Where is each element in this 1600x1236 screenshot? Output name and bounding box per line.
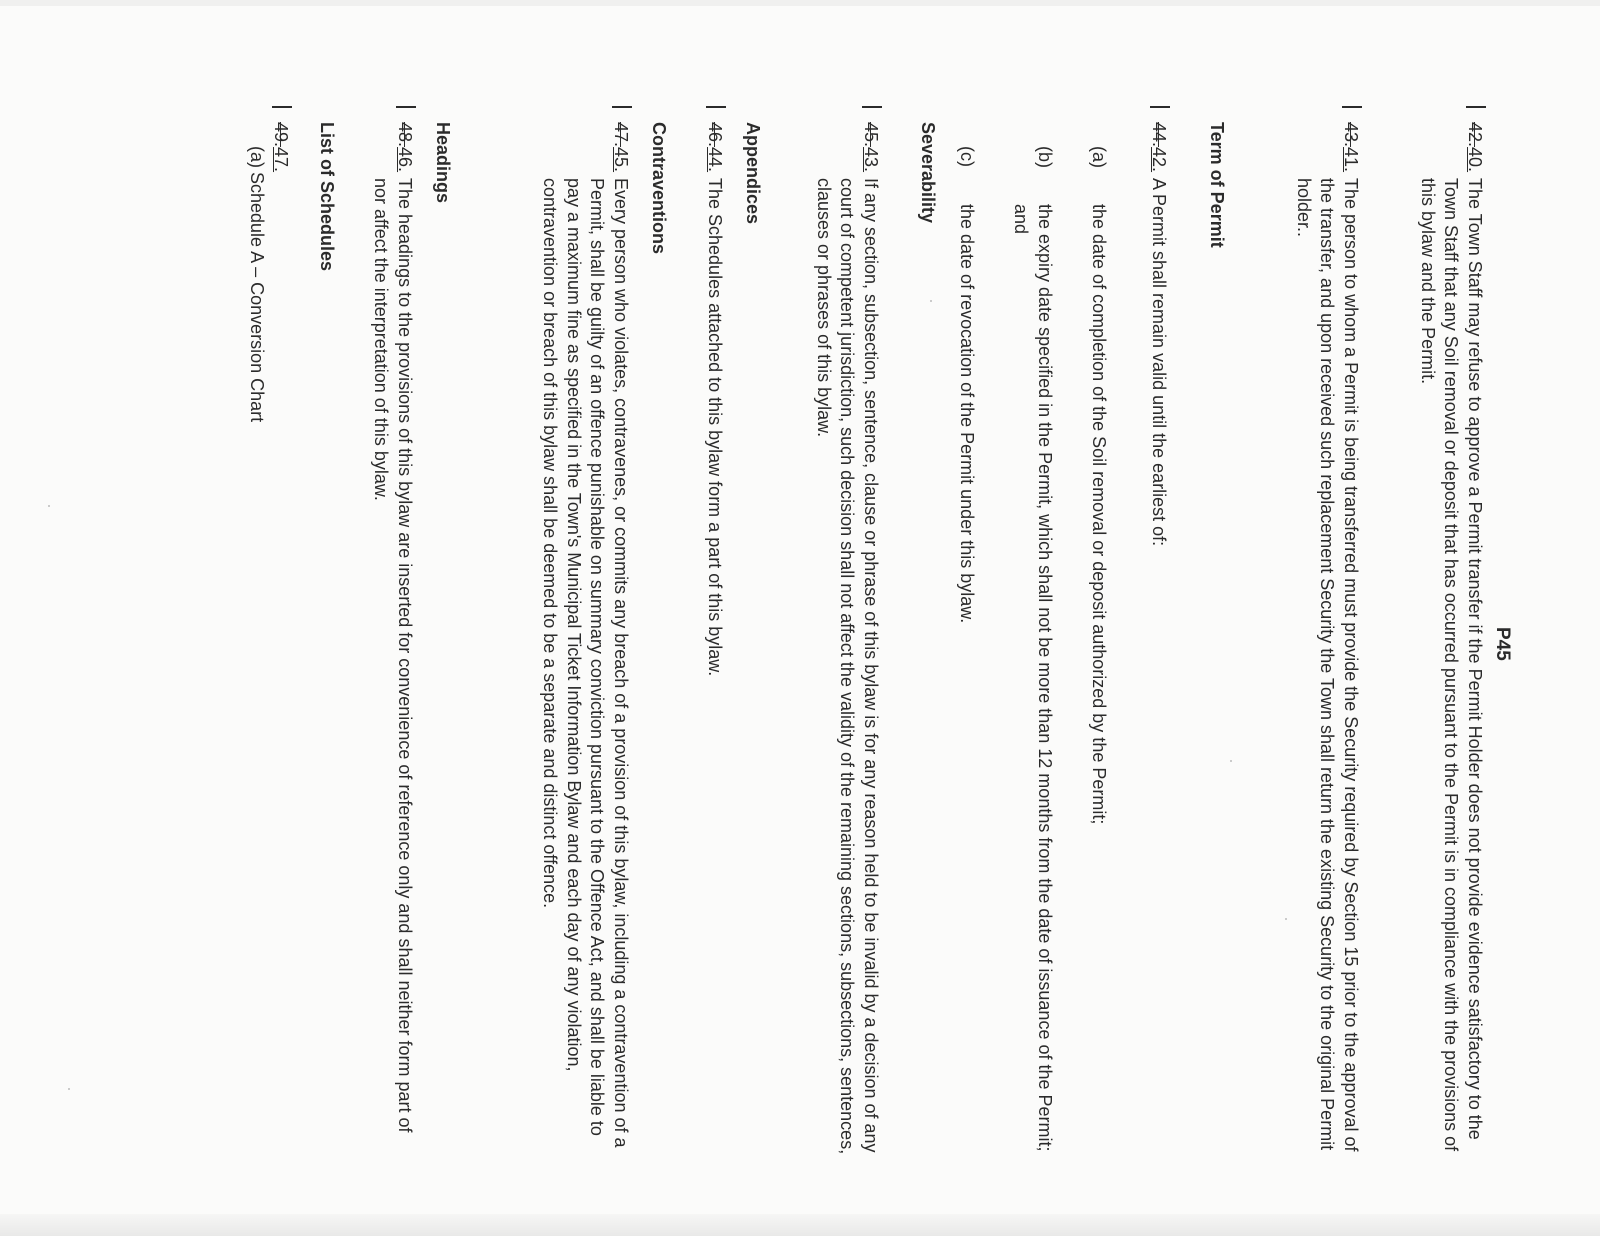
old-number: 44. [1149, 122, 1169, 148]
new-number: 47. [271, 147, 291, 173]
section-text: If any section, subsection, sentence, clause or phrase of this bylaw is for any reason held to be invalid by a decision of any court of competent jurisdiction, such decision shall not affect the validity of the remaining sections, subsections, sentences, clauses or phrases of this bylaw. [814, 178, 881, 1155]
item-text: Schedule A – Conversion Chart [247, 172, 267, 423]
new-number: 46. [395, 147, 415, 173]
change-bar [1342, 106, 1362, 108]
scan-edge-top [0, 0, 1600, 6]
page-number: P45 [1492, 627, 1513, 661]
section-number [1463, 122, 1487, 172]
section-number [393, 122, 417, 172]
old-number: 42. [1465, 122, 1485, 148]
section-text: The headings to the provisions of this bylaw are inserted for convenience of reference only and shall neither form part of nor affect the interpretation of this bylaw. [371, 178, 415, 1133]
heading-contraventions: Contraventions [649, 122, 669, 255]
change-bar [612, 106, 632, 108]
change-bar [272, 106, 292, 108]
section-text: The Town Staff may refuse to approve a Permit transfer if the Permit Holder does not provide evidence satisfactory to the Town Staff that any Soil removal or deposit that has occurred pursuant to the Permit is in compliance with the provisions of this bylaw and the Permit. [1418, 178, 1485, 1152]
item-label: (a) [247, 146, 267, 168]
change-bar [1466, 106, 1486, 108]
new-number: 45. [611, 147, 631, 173]
heading-headings: Headings [433, 122, 453, 204]
new-number: 43. [861, 147, 881, 173]
section-45 [538, 122, 632, 1162]
section-41 [1292, 122, 1363, 1162]
change-bar [396, 106, 416, 108]
section-44 [703, 122, 727, 1162]
change-bar [862, 106, 882, 108]
schedule-item-a [245, 146, 269, 1156]
change-bar [706, 106, 726, 108]
section-43 [812, 122, 883, 1162]
section-text: A Permit shall remain valid until the earliest of: [1149, 178, 1169, 547]
section-text: The Schedules attached to this bylaw form a part of this bylaw. [705, 178, 725, 677]
heading-severability: Severability [918, 122, 938, 224]
new-number: 41. [1341, 147, 1361, 173]
section-text: Every person who violates, contravenes, or commits any breach of a provision of this bylaw, including a contravention of a Permit, shall be guilty of an offence punishable on summary conviction pursuant to the Offence Act, and shall be liable to pay a maximum fine as specified in the Town's Municipal Ticket Information Bylaw and each day of any violation, contravention or breach of this bylaw shall be deemed to be a separate and distinct offence. [540, 178, 631, 1148]
section-number [703, 122, 727, 172]
section-number [1147, 122, 1171, 172]
item-label: (a) [1089, 146, 1109, 168]
item-text: the date of revocation of the Permit under this bylaw. [957, 204, 977, 624]
scan-speck [48, 505, 50, 507]
scan-edge-bottom [0, 1214, 1600, 1236]
section-number [1339, 122, 1363, 172]
new-number: 42. [1149, 147, 1169, 173]
old-number: 45. [861, 122, 881, 148]
old-number: 49. [271, 122, 291, 148]
old-number: 46. [705, 122, 725, 148]
list-item-c [955, 146, 979, 1156]
scan-speck [68, 1088, 70, 1090]
list-item-b [1009, 146, 1056, 1156]
section-40 [1416, 122, 1487, 1162]
item-text: the expiry date specified in the Permit, which shall not be more than 12 months from the date of issuance of the Permit; and [1011, 204, 1055, 1152]
old-number: 47. [611, 122, 631, 148]
heading-appendices: Appendices [743, 122, 763, 225]
section-46 [369, 122, 416, 1162]
heading-term-of-permit: Term of Permit [1207, 122, 1227, 248]
section-number [859, 122, 883, 172]
new-number: 40. [1465, 147, 1485, 173]
section-text: The person to whom a Permit is being transferred must provide the Security required by Section 15 prior to the approval of the transfer, and upon received such replacement Security the Town shall return the existing Security to the original Permit holder.. [1294, 178, 1361, 1152]
item-label: (b) [1035, 146, 1055, 168]
item-label: (c) [957, 146, 977, 167]
list-item-a [1087, 146, 1111, 1156]
change-bar [1150, 106, 1170, 108]
section-number [269, 122, 293, 172]
item-text: the date of completion of the Soil removal or deposit authorized by the Permit; [1089, 204, 1109, 825]
rotated-page [232, 122, 1512, 1172]
old-number: 48. [395, 122, 415, 148]
heading-list-of-schedules: List of Schedules [317, 122, 337, 272]
old-number: 43. [1341, 122, 1361, 148]
section-42 [1147, 122, 1171, 1162]
section-number [609, 122, 633, 172]
new-number: 44. [705, 147, 725, 173]
